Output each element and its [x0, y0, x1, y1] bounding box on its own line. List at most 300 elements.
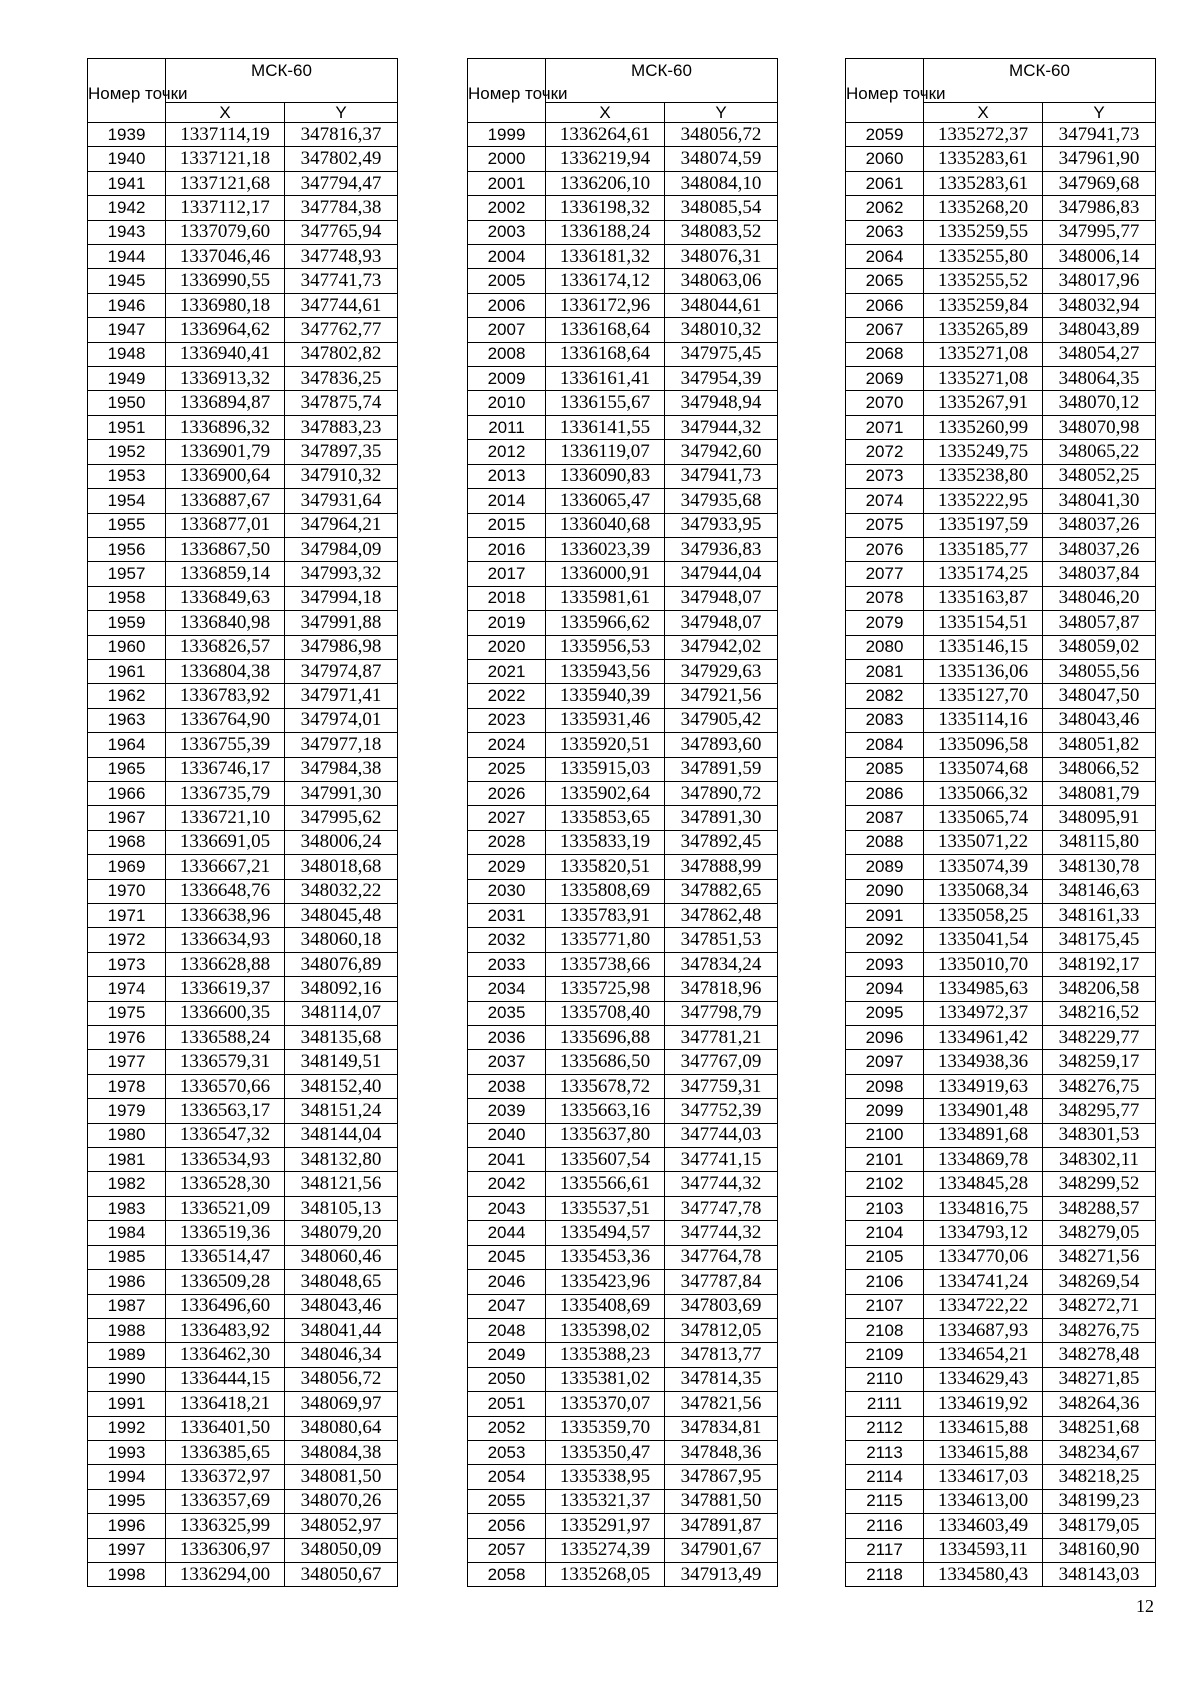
y-coordinate-cell: 348064,35 [1043, 367, 1156, 391]
y-coordinate-cell: 348264,36 [1043, 1392, 1156, 1416]
table-row [468, 611, 778, 635]
table-row [88, 293, 398, 317]
point-number-cell: 2071 [846, 415, 924, 439]
table-row [846, 318, 1156, 342]
x-coordinate-cell: 1335981,61 [546, 586, 665, 610]
point-number-cell: 2043 [468, 1196, 546, 1220]
y-coordinate-cell: 348144,04 [285, 1123, 398, 1147]
y-coordinate-cell: 348054,27 [1043, 342, 1156, 366]
y-coordinate-cell: 348060,18 [285, 928, 398, 952]
x-coordinate-cell: 1334580,43 [924, 1562, 1043, 1586]
table-row [88, 1440, 398, 1464]
y-coordinate-cell: 348081,50 [285, 1465, 398, 1489]
point-number-cell: 2113 [846, 1440, 924, 1464]
table-row [846, 1099, 1156, 1123]
table-row [846, 781, 1156, 805]
y-coordinate-cell: 347875,74 [285, 391, 398, 415]
y-coordinate-cell: 347984,38 [285, 757, 398, 781]
table-row [468, 1099, 778, 1123]
x-coordinate-cell: 1334816,75 [924, 1196, 1043, 1220]
table-row [468, 367, 778, 391]
coordinates-table-2 [467, 58, 778, 1587]
y-coordinate-cell: 348130,78 [1043, 855, 1156, 879]
point-number-cell: 2047 [468, 1294, 546, 1318]
table-row [88, 855, 398, 879]
table-row [88, 1270, 398, 1294]
y-coordinate-cell: 347747,78 [665, 1196, 778, 1220]
x-coordinate-cell: 1335808,69 [546, 879, 665, 903]
table-row [468, 684, 778, 708]
table-row [846, 830, 1156, 854]
point-number-cell: 2101 [846, 1148, 924, 1172]
point-number-cell: 2001 [468, 171, 546, 195]
x-coordinate-cell: 1335708,40 [546, 1001, 665, 1025]
table-row [88, 708, 398, 732]
y-coordinate-cell: 347764,78 [665, 1245, 778, 1269]
x-coordinate-cell: 1335041,54 [924, 928, 1043, 952]
table-row [468, 1489, 778, 1513]
y-coordinate-cell: 347921,56 [665, 684, 778, 708]
table-row [468, 855, 778, 879]
point-number-cell: 2094 [846, 977, 924, 1001]
x-coordinate-cell: 1336579,31 [166, 1050, 285, 1074]
point-number-cell: 2007 [468, 318, 546, 342]
table-row [468, 1196, 778, 1220]
coordinate-system-header: МСК-60 [924, 59, 1156, 103]
table-row [88, 562, 398, 586]
point-number-cell: 2076 [846, 537, 924, 561]
y-coordinate-cell: 347818,96 [665, 977, 778, 1001]
point-number-cell: 1952 [88, 440, 166, 464]
x-coordinate-cell: 1335096,58 [924, 733, 1043, 757]
point-number-cell: 2107 [846, 1294, 924, 1318]
x-coordinate-cell: 1336980,18 [166, 293, 285, 317]
y-coordinate-cell: 348052,97 [285, 1514, 398, 1538]
x-coordinate-cell: 1335566,61 [546, 1172, 665, 1196]
x-coordinate-cell: 1334615,88 [924, 1416, 1043, 1440]
point-number-cell: 1956 [88, 537, 166, 561]
y-coordinate-cell: 348299,52 [1043, 1172, 1156, 1196]
x-coordinate-cell: 1335956,53 [546, 635, 665, 659]
table-row [468, 904, 778, 928]
table-row [88, 391, 398, 415]
table-row [846, 147, 1156, 171]
x-coordinate-cell: 1334619,92 [924, 1392, 1043, 1416]
y-coordinate-cell: 348043,46 [1043, 708, 1156, 732]
point-number-cell: 2058 [468, 1562, 546, 1586]
x-coordinate-cell: 1337046,46 [166, 245, 285, 269]
y-coordinate-cell: 347961,90 [1043, 147, 1156, 171]
table-row [88, 1221, 398, 1245]
y-coordinate-cell: 348234,67 [1043, 1440, 1156, 1464]
point-number-cell: 2074 [846, 489, 924, 513]
y-coordinate-cell: 347787,84 [665, 1270, 778, 1294]
table-row [88, 1172, 398, 1196]
y-coordinate-cell: 347836,25 [285, 367, 398, 391]
point-number-cell: 2000 [468, 147, 546, 171]
table-row [846, 171, 1156, 195]
table-row [468, 1074, 778, 1098]
y-coordinate-cell: 347814,35 [665, 1367, 778, 1391]
table-row [846, 1270, 1156, 1294]
x-coordinate-cell: 1335268,20 [924, 196, 1043, 220]
y-coordinate-cell: 348056,72 [285, 1367, 398, 1391]
table-row [468, 464, 778, 488]
x-coordinate-cell: 1335931,46 [546, 708, 665, 732]
x-coordinate-cell: 1336206,10 [546, 171, 665, 195]
x-coordinate-cell: 1335338,95 [546, 1465, 665, 1489]
table-row [88, 220, 398, 244]
point-number-cell: 2084 [846, 733, 924, 757]
table-row [846, 1318, 1156, 1342]
x-coordinate-cell: 1335833,19 [546, 830, 665, 854]
y-coordinate-cell: 347803,69 [665, 1294, 778, 1318]
point-number-cell: 2053 [468, 1440, 546, 1464]
point-number-cell: 1963 [88, 708, 166, 732]
x-coordinate-cell: 1335940,39 [546, 684, 665, 708]
point-number-cell: 1954 [88, 489, 166, 513]
point-number-cell: 2082 [846, 684, 924, 708]
table-row [88, 1465, 398, 1489]
x-coordinate-cell: 1334961,42 [924, 1026, 1043, 1050]
x-coordinate-cell: 1336509,28 [166, 1270, 285, 1294]
point-number-cell: 1967 [88, 806, 166, 830]
x-coordinate-cell: 1336023,39 [546, 537, 665, 561]
table-row [88, 245, 398, 269]
table-row [846, 708, 1156, 732]
x-coordinate-cell: 1334722,22 [924, 1294, 1043, 1318]
point-number-cell: 1946 [88, 293, 166, 317]
table-row [468, 781, 778, 805]
x-coordinate-cell: 1335725,98 [546, 977, 665, 1001]
point-number-cell: 2041 [468, 1148, 546, 1172]
table-row [88, 147, 398, 171]
table-row [88, 1148, 398, 1172]
y-coordinate-cell: 347802,49 [285, 147, 398, 171]
point-number-cell: 1973 [88, 952, 166, 976]
x-coordinate-cell: 1335255,80 [924, 245, 1043, 269]
x-coordinate-cell: 1335637,80 [546, 1123, 665, 1147]
table-row [846, 245, 1156, 269]
x-coordinate-cell: 1336141,55 [546, 415, 665, 439]
point-number-cell: 2077 [846, 562, 924, 586]
y-coordinate-cell: 347893,60 [665, 733, 778, 757]
x-coordinate-cell: 1336000,91 [546, 562, 665, 586]
table-row [88, 1050, 398, 1074]
point-number-cell: 2011 [468, 415, 546, 439]
y-coordinate-cell: 348114,07 [285, 1001, 398, 1025]
y-coordinate-cell: 348079,20 [285, 1221, 398, 1245]
x-coordinate-cell: 1335068,34 [924, 879, 1043, 903]
y-coordinate-cell: 348032,94 [1043, 293, 1156, 317]
y-coordinate-cell: 347744,03 [665, 1123, 778, 1147]
table-row [846, 489, 1156, 513]
table-row [88, 440, 398, 464]
x-coordinate-cell: 1335249,75 [924, 440, 1043, 464]
table-row [88, 123, 398, 147]
y-coordinate-cell: 348151,24 [285, 1099, 398, 1123]
table-row [846, 513, 1156, 537]
table-row [88, 879, 398, 903]
table-row [88, 513, 398, 537]
coordinates-table-3 [845, 58, 1156, 1587]
y-coordinate-cell: 347882,65 [665, 879, 778, 903]
table-row [88, 1245, 398, 1269]
point-number-cell: 2097 [846, 1050, 924, 1074]
x-coordinate-cell: 1335222,95 [924, 489, 1043, 513]
x-coordinate-cell: 1334770,06 [924, 1245, 1043, 1269]
point-number-cell: 1976 [88, 1026, 166, 1050]
y-coordinate-cell: 347890,72 [665, 781, 778, 805]
y-coordinate-cell: 348084,10 [665, 171, 778, 195]
table-row [468, 733, 778, 757]
y-coordinate-cell: 347913,49 [665, 1562, 778, 1586]
x-coordinate-cell: 1336600,35 [166, 1001, 285, 1025]
y-coordinate-cell: 347892,45 [665, 830, 778, 854]
x-column-header: X [166, 103, 285, 123]
x-coordinate-cell: 1335920,51 [546, 733, 665, 757]
table-row [468, 1392, 778, 1416]
x-coordinate-cell: 1335283,61 [924, 147, 1043, 171]
y-coordinate-cell: 347851,53 [665, 928, 778, 952]
point-number-cell: 1992 [88, 1416, 166, 1440]
table-row [846, 635, 1156, 659]
table-row [88, 1538, 398, 1562]
x-coordinate-cell: 1336372,97 [166, 1465, 285, 1489]
table-body [88, 123, 398, 1587]
x-coordinate-cell: 1335197,59 [924, 513, 1043, 537]
x-coordinate-cell: 1336840,98 [166, 611, 285, 635]
table-row [468, 342, 778, 366]
point-number-cell: 1972 [88, 928, 166, 952]
y-coordinate-cell: 348076,89 [285, 952, 398, 976]
point-number-header: Номер точки [468, 59, 546, 123]
point-number-cell: 2092 [846, 928, 924, 952]
x-coordinate-cell: 1336161,41 [546, 367, 665, 391]
point-number-cell: 1948 [88, 342, 166, 366]
point-number-cell: 2034 [468, 977, 546, 1001]
table-row [468, 1270, 778, 1294]
coordinates-table-1 [87, 58, 398, 1587]
point-number-cell: 2090 [846, 879, 924, 903]
table-row [468, 562, 778, 586]
point-number-cell: 1988 [88, 1318, 166, 1342]
x-coordinate-cell: 1335820,51 [546, 855, 665, 879]
x-coordinate-cell: 1336859,14 [166, 562, 285, 586]
x-coordinate-cell: 1336168,64 [546, 318, 665, 342]
x-coordinate-cell: 1336721,10 [166, 806, 285, 830]
x-coordinate-cell: 1336634,93 [166, 928, 285, 952]
point-number-cell: 2095 [846, 1001, 924, 1025]
point-number-cell: 2019 [468, 611, 546, 635]
x-coordinate-cell: 1335663,16 [546, 1099, 665, 1123]
point-number-cell: 2025 [468, 757, 546, 781]
x-coordinate-cell: 1335966,62 [546, 611, 665, 635]
point-number-cell: 1975 [88, 1001, 166, 1025]
point-number-cell: 1941 [88, 171, 166, 195]
x-coordinate-cell: 1336357,69 [166, 1489, 285, 1513]
y-column-header: Y [1043, 103, 1156, 123]
y-coordinate-cell: 347948,94 [665, 391, 778, 415]
x-coordinate-cell: 1336519,36 [166, 1221, 285, 1245]
table-row [88, 1514, 398, 1538]
point-number-cell: 1990 [88, 1367, 166, 1391]
y-coordinate-cell: 347834,24 [665, 952, 778, 976]
table-row [88, 830, 398, 854]
y-coordinate-cell: 347971,41 [285, 684, 398, 708]
point-number-cell: 2023 [468, 708, 546, 732]
table-row [846, 220, 1156, 244]
x-coordinate-cell: 1335686,50 [546, 1050, 665, 1074]
y-coordinate-cell: 347897,35 [285, 440, 398, 464]
point-number-cell: 2111 [846, 1392, 924, 1416]
x-coordinate-cell: 1336887,67 [166, 489, 285, 513]
x-coordinate-cell: 1335065,74 [924, 806, 1043, 830]
point-number-cell: 1985 [88, 1245, 166, 1269]
y-coordinate-cell: 347995,62 [285, 806, 398, 830]
table-row [468, 171, 778, 195]
x-coordinate-cell: 1336528,30 [166, 1172, 285, 1196]
point-number-cell: 2059 [846, 123, 924, 147]
x-coordinate-cell: 1334741,24 [924, 1270, 1043, 1294]
x-coordinate-cell: 1335678,72 [546, 1074, 665, 1098]
table-row [846, 1050, 1156, 1074]
point-number-cell: 2033 [468, 952, 546, 976]
x-coordinate-cell: 1336090,83 [546, 464, 665, 488]
y-coordinate-cell: 347821,56 [665, 1392, 778, 1416]
x-coordinate-cell: 1336900,64 [166, 464, 285, 488]
y-coordinate-cell: 347941,73 [665, 464, 778, 488]
table-row [88, 611, 398, 635]
y-coordinate-cell: 347862,48 [665, 904, 778, 928]
table-row [468, 757, 778, 781]
point-number-cell: 1957 [88, 562, 166, 586]
table-row [846, 733, 1156, 757]
x-coordinate-cell: 1336306,97 [166, 1538, 285, 1562]
point-number-cell: 2096 [846, 1026, 924, 1050]
point-number-cell: 2042 [468, 1172, 546, 1196]
table-row [846, 464, 1156, 488]
table-row [846, 659, 1156, 683]
x-coordinate-cell: 1335398,02 [546, 1318, 665, 1342]
table-row [846, 196, 1156, 220]
y-coordinate-cell: 347975,45 [665, 342, 778, 366]
table-row [846, 1343, 1156, 1367]
x-coordinate-cell: 1336198,32 [546, 196, 665, 220]
x-coordinate-cell: 1334972,37 [924, 1001, 1043, 1025]
y-coordinate-cell: 347812,05 [665, 1318, 778, 1342]
y-coordinate-cell: 347901,67 [665, 1538, 778, 1562]
point-number-cell: 2045 [468, 1245, 546, 1269]
y-coordinate-cell: 348132,80 [285, 1148, 398, 1172]
x-coordinate-cell: 1336040,68 [546, 513, 665, 537]
x-coordinate-cell: 1335696,88 [546, 1026, 665, 1050]
x-coordinate-cell: 1336638,96 [166, 904, 285, 928]
table-row [468, 489, 778, 513]
x-coordinate-cell: 1336901,79 [166, 440, 285, 464]
table-row [88, 952, 398, 976]
point-number-cell: 2060 [846, 147, 924, 171]
point-number-cell: 2024 [468, 733, 546, 757]
table-row [846, 1074, 1156, 1098]
table-row [88, 586, 398, 610]
x-coordinate-cell: 1335381,02 [546, 1367, 665, 1391]
y-coordinate-cell: 348199,23 [1043, 1489, 1156, 1513]
y-coordinate-cell: 348269,54 [1043, 1270, 1156, 1294]
point-number-cell: 2080 [846, 635, 924, 659]
x-coordinate-cell: 1336401,50 [166, 1416, 285, 1440]
y-coordinate-cell: 348175,45 [1043, 928, 1156, 952]
point-number-cell: 2027 [468, 806, 546, 830]
x-coordinate-cell: 1336325,99 [166, 1514, 285, 1538]
point-number-cell: 2099 [846, 1099, 924, 1123]
x-coordinate-cell: 1335255,52 [924, 269, 1043, 293]
x-coordinate-cell: 1335321,37 [546, 1489, 665, 1513]
y-coordinate-cell: 347910,32 [285, 464, 398, 488]
point-number-cell: 2115 [846, 1489, 924, 1513]
y-coordinate-cell: 347741,73 [285, 269, 398, 293]
table-row [468, 977, 778, 1001]
x-coordinate-cell: 1336294,00 [166, 1562, 285, 1586]
y-coordinate-cell: 348149,51 [285, 1050, 398, 1074]
y-coordinate-cell: 347993,32 [285, 562, 398, 586]
point-number-cell: 2098 [846, 1074, 924, 1098]
point-number-cell: 2079 [846, 611, 924, 635]
y-coordinate-cell: 347935,68 [665, 489, 778, 513]
table-row [468, 220, 778, 244]
point-number-cell: 1994 [88, 1465, 166, 1489]
y-coordinate-cell: 347948,07 [665, 586, 778, 610]
table-row [88, 367, 398, 391]
table-row [846, 391, 1156, 415]
y-coordinate-cell: 347964,21 [285, 513, 398, 537]
x-coordinate-cell: 1334654,21 [924, 1343, 1043, 1367]
y-coordinate-cell: 348046,34 [285, 1343, 398, 1367]
table-row [846, 1196, 1156, 1220]
x-coordinate-cell: 1337114,19 [166, 123, 285, 147]
table-row [88, 757, 398, 781]
y-coordinate-cell: 348065,22 [1043, 440, 1156, 464]
point-number-cell: 1991 [88, 1392, 166, 1416]
table-row [846, 1538, 1156, 1562]
y-coordinate-cell: 348146,63 [1043, 879, 1156, 903]
x-coordinate-cell: 1336619,37 [166, 977, 285, 1001]
x-coordinate-cell: 1335163,87 [924, 586, 1043, 610]
y-coordinate-cell: 348017,96 [1043, 269, 1156, 293]
table-row [846, 1026, 1156, 1050]
y-coordinate-cell: 348044,61 [665, 293, 778, 317]
point-number-cell: 2032 [468, 928, 546, 952]
y-coordinate-cell: 348251,68 [1043, 1416, 1156, 1440]
y-coordinate-cell: 347944,04 [665, 562, 778, 586]
x-coordinate-cell: 1335127,70 [924, 684, 1043, 708]
table-row [468, 708, 778, 732]
point-number-cell: 2114 [846, 1465, 924, 1489]
x-coordinate-cell: 1335268,05 [546, 1562, 665, 1586]
point-number-cell: 2031 [468, 904, 546, 928]
x-coordinate-cell: 1335771,80 [546, 928, 665, 952]
point-number-cell: 2050 [468, 1367, 546, 1391]
y-coordinate-cell: 348143,03 [1043, 1562, 1156, 1586]
point-number-cell: 1945 [88, 269, 166, 293]
y-coordinate-cell: 348206,58 [1043, 977, 1156, 1001]
table-row [88, 1392, 398, 1416]
y-coordinate-cell: 348121,56 [285, 1172, 398, 1196]
point-number-cell: 2081 [846, 659, 924, 683]
y-coordinate-cell: 347942,02 [665, 635, 778, 659]
y-coordinate-cell: 348032,22 [285, 879, 398, 903]
x-coordinate-cell: 1336913,32 [166, 367, 285, 391]
